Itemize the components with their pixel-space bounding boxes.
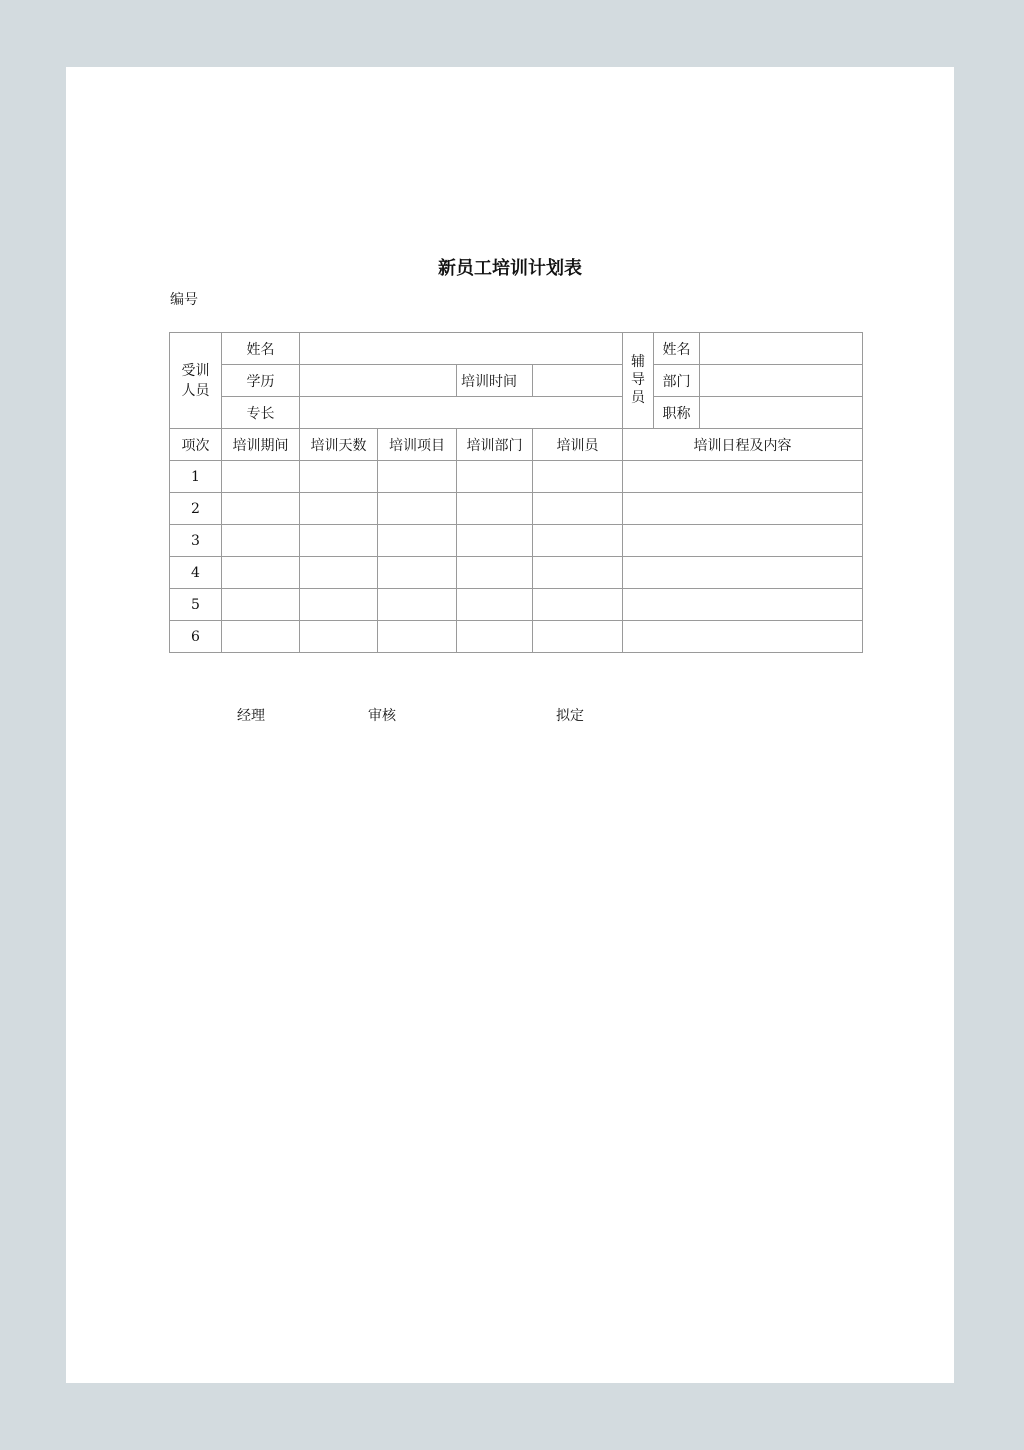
row-number: 5 <box>170 589 222 621</box>
mentor-name-label: 姓名 <box>654 333 700 365</box>
cell-days[interactable] <box>300 589 378 621</box>
cell-department[interactable] <box>457 557 533 589</box>
serial-number-label: 编号 <box>170 292 198 308</box>
row-number: 1 <box>170 461 222 493</box>
cell-days[interactable] <box>300 493 378 525</box>
cell-department[interactable] <box>457 621 533 653</box>
mentor-title-field[interactable] <box>700 397 863 429</box>
cell-trainer[interactable] <box>533 525 623 557</box>
cell-period[interactable] <box>222 557 300 589</box>
header-training-item: 培训项目 <box>378 429 457 461</box>
header-schedule-content: 培训日程及内容 <box>623 429 863 461</box>
header-training-days: 培训天数 <box>300 429 378 461</box>
cell-period[interactable] <box>222 461 300 493</box>
cell-department[interactable] <box>457 589 533 621</box>
cell-content[interactable] <box>623 493 863 525</box>
row-number: 2 <box>170 493 222 525</box>
trainee-name-field[interactable] <box>300 333 623 365</box>
cell-item[interactable] <box>378 557 457 589</box>
header-training-period: 培训期间 <box>222 429 300 461</box>
table-row <box>170 461 863 493</box>
row-number: 6 <box>170 621 222 653</box>
training-plan-table <box>169 332 863 653</box>
table-row <box>170 493 863 525</box>
drafted-signature-label: 拟定 <box>556 708 584 724</box>
training-time-label: 培训时间 <box>457 365 533 397</box>
page-title: 新员工培训计划表 <box>438 258 582 279</box>
cell-item[interactable] <box>378 525 457 557</box>
mentor-group-label: 辅导员 <box>623 333 654 429</box>
cell-content[interactable] <box>623 525 863 557</box>
cell-item[interactable] <box>378 621 457 653</box>
header-item-no: 项次 <box>170 429 222 461</box>
cell-trainer[interactable] <box>533 493 623 525</box>
cell-trainer[interactable] <box>533 557 623 589</box>
cell-period[interactable] <box>222 525 300 557</box>
trainee-name-label: 姓名 <box>222 333 300 365</box>
cell-days[interactable] <box>300 621 378 653</box>
cell-trainer[interactable] <box>533 589 623 621</box>
manager-signature-label: 经理 <box>237 708 265 724</box>
cell-content[interactable] <box>623 557 863 589</box>
row-number: 3 <box>170 525 222 557</box>
cell-period[interactable] <box>222 493 300 525</box>
document-page <box>66 67 954 1383</box>
header-training-department: 培训部门 <box>457 429 533 461</box>
trainee-specialty-label: 专长 <box>222 397 300 429</box>
cell-item[interactable] <box>378 493 457 525</box>
cell-item[interactable] <box>378 461 457 493</box>
mentor-department-label: 部门 <box>654 365 700 397</box>
cell-content[interactable] <box>623 621 863 653</box>
table-row <box>170 557 863 589</box>
cell-days[interactable] <box>300 461 378 493</box>
mentor-name-field[interactable] <box>700 333 863 365</box>
cell-trainer[interactable] <box>533 621 623 653</box>
table-row <box>170 525 863 557</box>
table-row <box>170 621 863 653</box>
mentor-department-field[interactable] <box>700 365 863 397</box>
table-row <box>170 589 863 621</box>
cell-period[interactable] <box>222 621 300 653</box>
trainee-education-field[interactable] <box>300 365 457 397</box>
cell-trainer[interactable] <box>533 461 623 493</box>
cell-content[interactable] <box>623 461 863 493</box>
cell-department[interactable] <box>457 493 533 525</box>
trainee-group-label: 受训人员 <box>170 333 222 429</box>
training-time-field[interactable] <box>533 365 623 397</box>
cell-period[interactable] <box>222 589 300 621</box>
cell-department[interactable] <box>457 461 533 493</box>
cell-department[interactable] <box>457 525 533 557</box>
cell-days[interactable] <box>300 525 378 557</box>
trainee-specialty-field[interactable] <box>300 397 623 429</box>
row-number: 4 <box>170 557 222 589</box>
trainee-education-label: 学历 <box>222 365 300 397</box>
header-trainer: 培训员 <box>533 429 623 461</box>
review-signature-label: 审核 <box>368 708 396 724</box>
cell-content[interactable] <box>623 589 863 621</box>
mentor-title-label: 职称 <box>654 397 700 429</box>
cell-item[interactable] <box>378 589 457 621</box>
cell-days[interactable] <box>300 557 378 589</box>
